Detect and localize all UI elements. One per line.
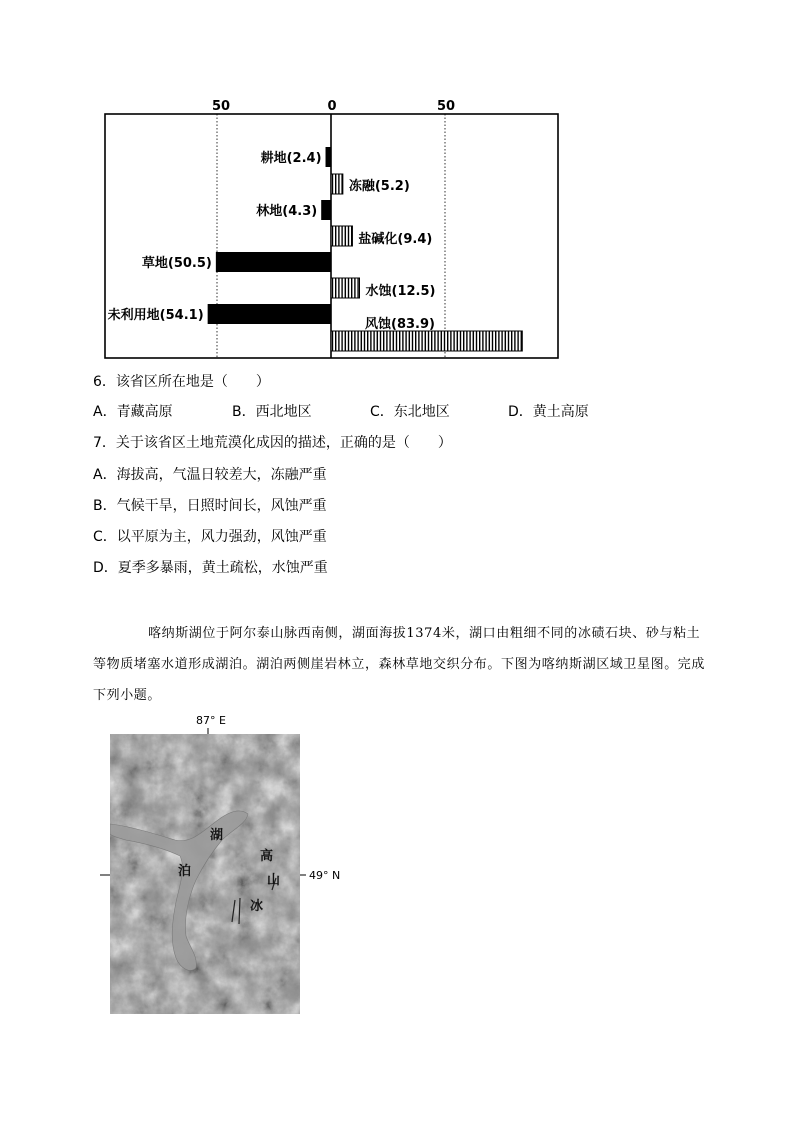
bar-cropland	[326, 147, 331, 167]
bar-wind-erosion	[331, 331, 522, 351]
tick-label-zero: 0	[327, 99, 337, 114]
bar-grassland	[216, 252, 331, 272]
kanas-satellite-map	[100, 712, 350, 1022]
q6-option-b[interactable]: B．西北地区	[232, 404, 312, 420]
glacier-char-3: 冰	[250, 899, 264, 914]
label-salinization: 盐碱化(9.4)	[358, 232, 433, 247]
label-forest: 林地(4.3)	[256, 204, 318, 219]
satellite-image	[100, 712, 350, 1022]
label-freeze-thaw: 冻融(5.2)	[348, 179, 410, 194]
bar-unused-land	[208, 304, 331, 324]
tick-label-left-50: 50	[211, 99, 231, 114]
bar-freeze-thaw	[331, 174, 343, 194]
land-desertification-chart	[95, 90, 565, 365]
lake-char-1: 湖	[210, 828, 224, 843]
question-7-stem: 7．关于该省区土地荒漠化成因的描述，正确的是（ ）	[93, 435, 452, 451]
q7-option-c[interactable]: C．以平原为主，风力强劲，风蚀严重	[93, 529, 327, 545]
bar-water-erosion	[331, 278, 360, 298]
bar-salinization	[331, 226, 352, 246]
label-wind-erosion: 风蚀(83.9)	[365, 317, 435, 332]
q7-option-d[interactable]: D．夏季多暴雨，黄土疏松，水蚀严重	[93, 560, 328, 576]
bar-forest	[321, 200, 331, 220]
label-grassland: 草地(50.5)	[141, 256, 212, 271]
question-6-stem: 6．该省区所在地是（ ）	[93, 374, 270, 390]
q6-option-c[interactable]: C．东北地区	[370, 404, 450, 420]
longitude-label: 87° E	[196, 714, 226, 727]
label-water-erosion: 水蚀(12.5)	[365, 284, 436, 299]
label-cropland: 耕地(2.4)	[260, 151, 322, 166]
label-unused-land: 未利用地(54.1)	[107, 308, 204, 323]
lake-char-2: 泊	[178, 864, 192, 879]
q7-option-b[interactable]: B．气候干旱，日照时间长，风蚀严重	[93, 498, 327, 514]
tick-label-right-50: 50	[436, 99, 456, 114]
glacier-char-1: 高	[260, 849, 274, 864]
glacier-char-2: 山	[267, 873, 281, 888]
q6-option-a[interactable]: A．青藏高原	[93, 404, 173, 420]
latitude-label: 49° N	[309, 869, 341, 882]
kanas-lake-passage: 喀纳斯湖位于阿尔泰山脉西南侧，湖面海拔1374米，湖口由粗细不同的冰碛石块、砂与粘土等物质堵塞水道形成湖泊。湖泊两侧崖岩林立，森林草地交织分布。下图为喀纳斯湖区域卫星图。完成下列小题。	[93, 626, 706, 703]
q6-option-d[interactable]: D．黄土高原	[508, 404, 589, 420]
q7-option-a[interactable]: A．海拔高，气温日较差大，冻融严重	[93, 467, 327, 483]
